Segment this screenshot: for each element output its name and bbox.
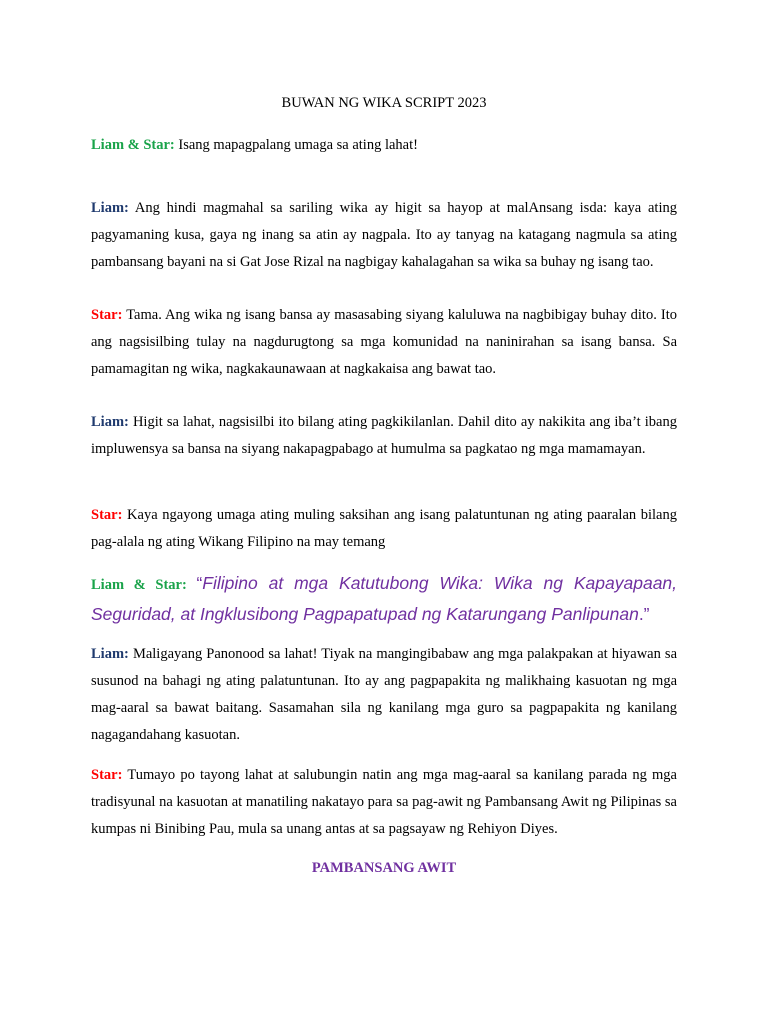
speaker-label-star: Star: (91, 767, 123, 783)
paragraph-liam-3 (91, 641, 677, 749)
paragraph-text: Tama. Ang wika ng isang bansa ay masasabing siyang kaluluwa na nagbibigay buhay dito. Ito ang nagsisilbing tulay na nagdurugtong sa mga komunidad na naninirahan sa isang bansa. Sa pamamagitan ng wika, nagkakaunawaan at nagkakaisa ang bawat tao. (91, 307, 677, 377)
paragraph-text: Tumayo po tayong lahat at salubungin natin ang mga mag-aaral sa kanilang parada ng mga tradisyunal na kasuotan at manatiling nakatayo para sa pag-awit ng Pambansang Awit ng Pilipinas sa kumpas ni Binibing Pau, mula sa unang antas at sa pagsayaw ng Rehiyon Diyes. (91, 767, 677, 837)
paragraph-text: Maligayang Panonood sa lahat! Tiyak na mangingibabaw ang mga palakpakan at hiyawan sa susunod na bahagi ng ating palatuntunan. Ito ay ang pagpapakita ng malikhaing kasuotan ng mga mag-aaral sa bawat baitang. Sasamahan sila ng kanilang mga guro sa pagpapakita ng kanilang nagagandahang kasuotan. (91, 646, 678, 743)
paragraph-text: Kaya ngayong umaga ating muling saksihan ang isang palatuntunan ng ating paaralan bilang pag-alala ng ating Wikang Filipino na may temang (91, 507, 677, 550)
speaker-label-star: Star: (91, 507, 123, 523)
paragraph-text: Higit sa lahat, nagsisilbi ito bilang ating pagkikilanlan. Dahil dito ay nakikita ang iba’t ibang impluwensya sa bansa na siyang nakapagpabago at humulma sa pagkatao ng mga mamamayan. (91, 414, 677, 457)
speaker-label-liam: Liam: (91, 200, 129, 216)
paragraph-text: Isang mapagpalang umaga sa ating lahat! (178, 137, 418, 153)
theme-close-quote: .” (638, 604, 650, 624)
theme-text: Filipino at mga Katutubong Wika: Wika ng Kapayapaan, Seguridad, at Ingklusibong Pagpapatupad ng Katarungang Panlipunan (91, 573, 678, 624)
paragraph-text: Ang hindi magmahal sa sariling wika ay higit sa hayop at malAnsang isda: kaya ating pagyamaning kusa, gaya ng inang sa atin ay nagpala. Ito ay tanyag na katagang nagmula sa ating pambansang bayani na si Gat Jose Rizal na nagbigay kahalagahan sa wika sa buhay ng isang tao. (91, 200, 677, 270)
paragraph-greeting (91, 132, 677, 159)
paragraph-liam-2 (91, 409, 677, 463)
section-heading: PAMBANSANG AWIT (311, 860, 457, 876)
speaker-label-liam-and-star: Liam & Star: (91, 137, 175, 153)
paragraph-star-3 (91, 762, 677, 843)
paragraph-liam-1 (91, 195, 677, 276)
speaker-label-liam: Liam: (91, 414, 129, 430)
paragraph-star-2 (91, 502, 677, 556)
paragraph-theme (91, 569, 677, 631)
speaker-label-liam: Liam: (91, 646, 129, 662)
paragraph-star-1 (91, 302, 677, 383)
speaker-label-star: Star: (91, 307, 123, 323)
speaker-label-liam-and-star: Liam & Star: (91, 577, 187, 593)
theme-open-quote: “ (196, 573, 203, 593)
document-title: BUWAN NG WIKA SCRIPT 2023 (281, 95, 487, 111)
